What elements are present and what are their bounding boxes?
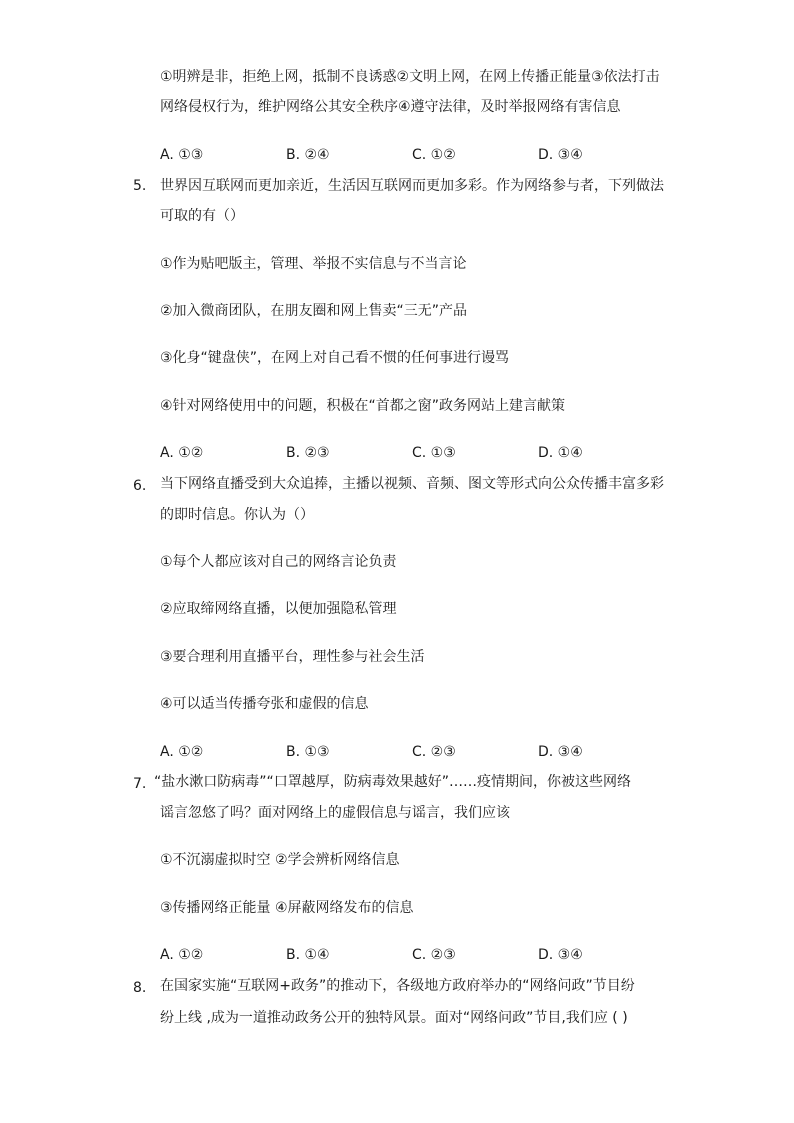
q6-item-3: ③要合理利用直播平台，理性参与社会生活 — [160, 649, 425, 665]
q5-number: 5. — [133, 178, 147, 194]
q4-option-c: C. ①② — [412, 147, 456, 163]
q5-option-b: B. ②③ — [286, 445, 330, 461]
q5-stem-line-1: 世界因互联网而更加亲近，生活因互联网而更加多彩。作为网络参与者，下列做法 — [160, 178, 664, 194]
q7-option-b: B. ①④ — [286, 947, 330, 963]
q7-number: 7. — [133, 776, 147, 792]
q7-option-c: C. ②③ — [412, 947, 456, 963]
q7-item-1: ①不沉溺虚拟时空 ②学会辨析网络信息 — [160, 852, 400, 868]
q4-stem-line-2: 网络侵权行为，维护网络公其安全秩序④遵守法律，及时举报网络有害信息 — [160, 99, 621, 115]
q5-option-c: C. ①③ — [412, 445, 456, 461]
q6-item-2: ②应取缔网络直播，以便加强隐私管理 — [160, 601, 397, 617]
q5-option-d: D. ①④ — [538, 445, 583, 461]
q6-option-b: B. ①③ — [286, 744, 330, 760]
q5-item-4: ④针对网络使用中的问题，积极在“首都之窗”政务网站上建言献策 — [160, 398, 566, 414]
q7-option-a: A. ①② — [160, 947, 204, 963]
q4-stem-line-1: ①明辨是非，拒绝上网，抵制不良诱惑②文明上网，在网上传播正能量③依法打击 — [160, 69, 660, 85]
q5-item-1: ①作为贴吧版主，管理、举报不实信息与不当言论 — [160, 256, 467, 272]
q5-stem-line-2: 可取的有（） — [160, 208, 244, 224]
q7-option-d: D. ③④ — [538, 947, 583, 963]
q4-option-b: B. ②④ — [286, 147, 330, 163]
q7-stem-line-1: “盐水漱口防病毒”“口罩越厚，防病毒效果越好”……疫情期间，你被这些网络 — [154, 774, 632, 790]
q7-stem-line-2: 谣言忽悠了吗？面对网络上的虚假信息与谣言，我们应该 — [160, 805, 510, 821]
q6-number: 6. — [133, 478, 147, 494]
q8-stem-line-1: 在国家实施“互联网+政务”的推动下，各级地方政府举办的“网络问政”节目纷 — [160, 978, 635, 994]
q5-item-2: ②加入微商团队，在朋友圈和网上售卖“三无”产品 — [160, 303, 468, 319]
q4-option-d: D. ③④ — [538, 147, 583, 163]
q6-stem-line-2: 的即时信息。你认为（） — [160, 507, 314, 523]
q4-option-a: A. ①③ — [160, 147, 204, 163]
q5-option-a: A. ①② — [160, 445, 204, 461]
q7-item-2: ③传播网络正能量 ④屏蔽网络发布的信息 — [160, 900, 414, 916]
q6-item-4: ④可以适当传播夸张和虚假的信息 — [160, 696, 369, 712]
q5-item-3: ③化身“键盘侠”，在网上对自己看不惯的任何事进行谩骂 — [160, 350, 510, 366]
q6-option-d: D. ③④ — [538, 744, 583, 760]
q6-option-c: C. ②③ — [412, 744, 456, 760]
q6-stem-line-1: 当下网络直播受到大众追捧，主播以视频、音频、图文等形式向公众传播丰富多彩 — [160, 476, 664, 492]
q6-item-1: ①每个人都应该对自己的网络言论负责 — [160, 554, 397, 570]
q8-number: 8. — [133, 980, 147, 996]
q8-stem-line-2: 纷上线 ,成为一道推动政务公开的独特风景。面对“网络问政”节目,我们应 ( ) — [160, 1010, 628, 1026]
q6-option-a: A. ①② — [160, 744, 204, 760]
